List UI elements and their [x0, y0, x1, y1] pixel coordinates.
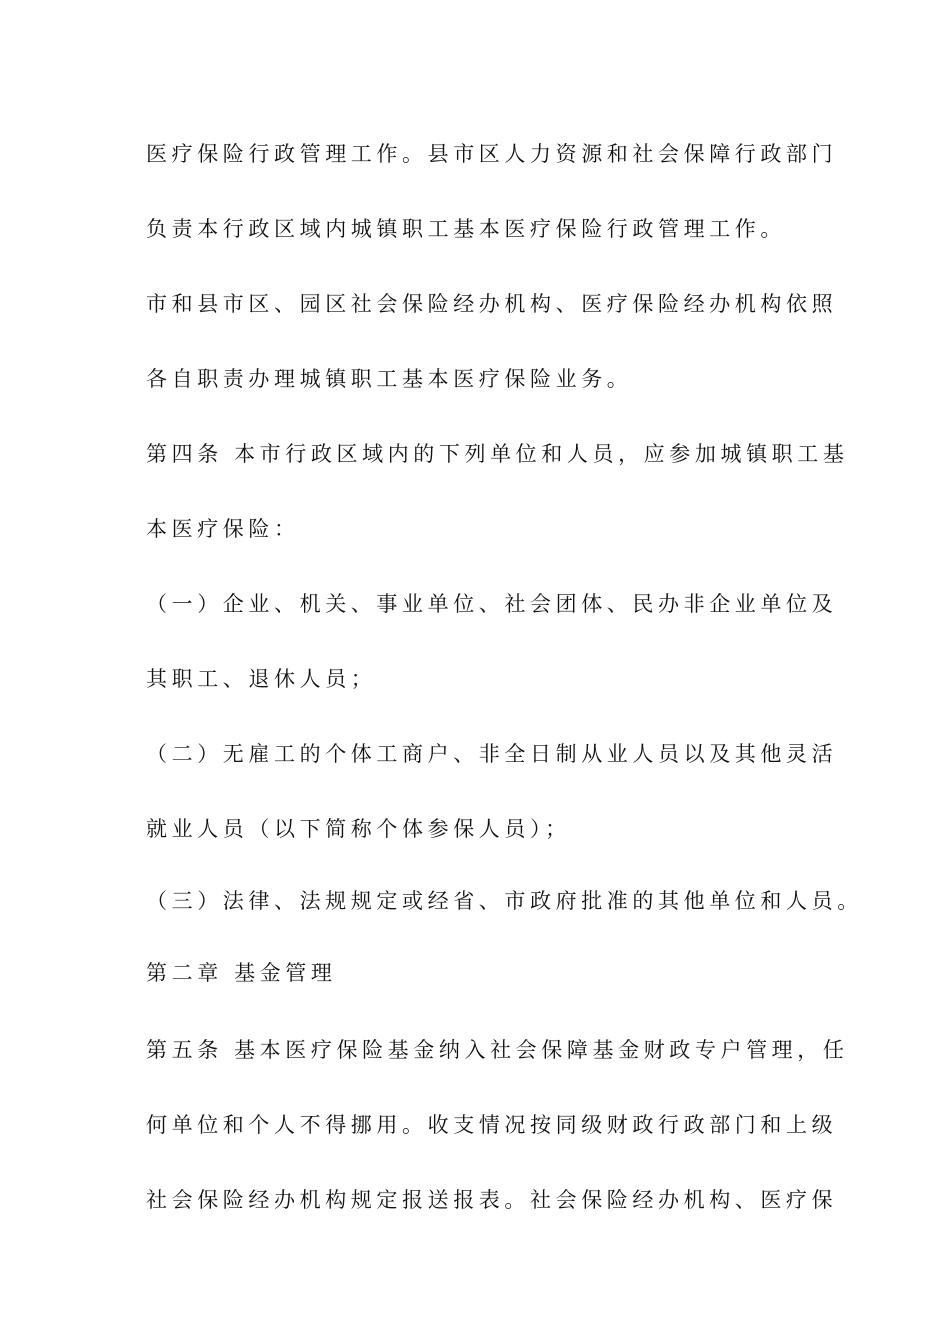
- article-heading-line: 第五条 基本医疗保险基金纳入社会保障基金财政专户管理，任: [146, 1038, 849, 1062]
- body-text-line: 市和县市区、园区社会保险经办机构、医疗保险经办机构依照: [146, 292, 838, 316]
- list-item-line: （一）企业、机关、事业单位、社会团体、民办非企业单位及: [146, 592, 838, 616]
- chapter-heading: 第二章 基金管理: [146, 961, 337, 985]
- list-item-line: （三）法律、法规规定或经省、市政府批准的其他单位和人员。: [146, 889, 863, 913]
- body-text-line: 社会保险经办机构规定报送报表。社会保险经办机构、医疗保: [146, 1188, 838, 1212]
- list-item-line: （二）无雇工的个体工商户、非全日制从业人员以及其他灵活: [146, 742, 838, 766]
- body-text-line: 各自职责办理城镇职工基本医疗保险业务。: [146, 367, 633, 391]
- body-text-line: 负责本行政区域内城镇职工基本医疗保险行政管理工作。: [146, 217, 786, 241]
- body-text-line: 医疗保险行政管理工作。县市区人力资源和社会保障行政部门: [146, 142, 838, 166]
- body-text-line: 本医疗保险：: [146, 517, 300, 541]
- article-heading-line: 第四条 本市行政区域内的下列单位和人员，应参加城镇职工基: [146, 442, 849, 466]
- body-text-line: 其职工、退休人员；: [146, 667, 377, 691]
- body-text-line: 就业人员（以下简称个体参保人员）；: [146, 817, 571, 841]
- body-text-line: 何单位和个人不得挪用。收支情况按同级财政行政部门和上级: [146, 1113, 838, 1137]
